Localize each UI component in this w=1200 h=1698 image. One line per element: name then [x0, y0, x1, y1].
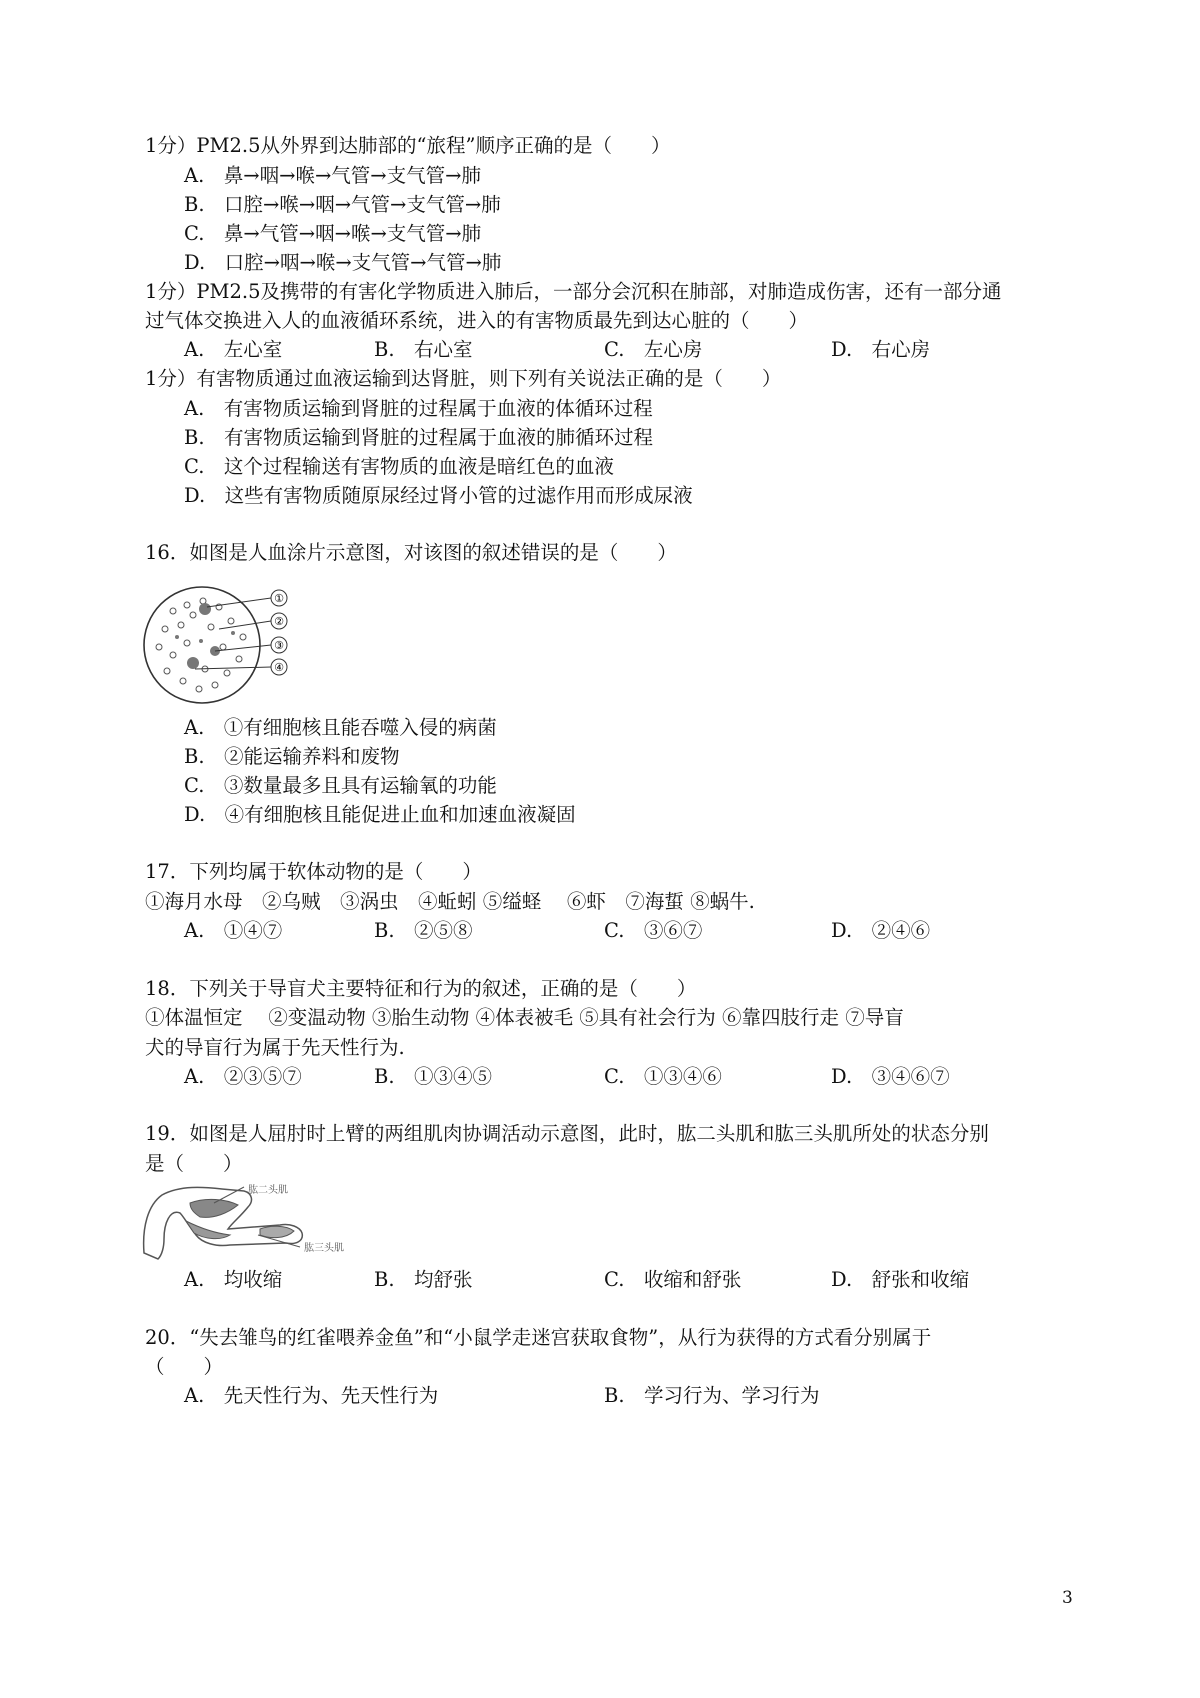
- q14-option-b: B. 右心室: [374, 338, 473, 361]
- question-17-stem: 17．下列均属于软体动物的是（ ）: [145, 860, 482, 883]
- page-number: 3: [1062, 1588, 1073, 1608]
- question-18-stem: 18．下列关于导盲犬主要特征和行为的叙述，正确的是（ ）: [145, 977, 697, 1000]
- question-14-stem-line1: 1分）PM2.5及携带的有害化学物质进入肺后，一部分会沉积在肺部，对肺造成伤害，还有一部分通: [145, 280, 1002, 303]
- arm-muscle-figure: [140, 1183, 360, 1263]
- q13-option-b: B. 口腔→喉→咽→气管→支气管→肺: [184, 193, 501, 216]
- q19-option-a: A. 均收缩: [184, 1268, 283, 1291]
- q19-option-c: C. 收缩和舒张: [604, 1268, 742, 1291]
- figure-label-1: ①: [274, 592, 284, 605]
- q15-option-b: B. 有害物质运输到肾脏的过程属于血液的肺循环过程: [184, 426, 654, 449]
- q16-option-b: B. ②能运输养料和废物: [184, 745, 400, 768]
- q15-option-a: A. 有害物质运输到肾脏的过程属于血液的体循环过程: [184, 397, 653, 420]
- q20-option-a: A. 先天性行为、先天性行为: [184, 1384, 439, 1407]
- q17-option-d: D. ②④⑥: [831, 919, 931, 942]
- q15-option-d: D. 这些有害物质随原尿经过肾小管的过滤作用而形成尿液: [184, 484, 693, 507]
- q19-option-b: B. 均舒张: [374, 1268, 473, 1291]
- q14-option-d: D. 右心房: [831, 338, 931, 361]
- figure-label-3: ③: [274, 639, 284, 652]
- q13-option-d: D. 口腔→咽→喉→支气管→气管→肺: [184, 251, 502, 274]
- question-17-items: ①海月水母 ②乌贼 ③涡虫 ④蚯蚓 ⑤缢蛏 ⑥虾 ⑦海蜇 ⑧蜗牛.: [145, 890, 755, 913]
- q19-option-d: D. 舒张和收缩: [831, 1268, 970, 1291]
- q17-option-b: B. ②⑤⑧: [374, 919, 473, 942]
- figure-label-2: ②: [274, 615, 284, 628]
- question-18-items-line1: ①体温恒定 ②变温动物 ③胎生动物 ④体表被毛 ⑤具有社会行为 ⑥靠四肢行走 ⑦导盲: [145, 1006, 904, 1029]
- q16-option-a: A. ①有细胞核且能吞噬入侵的病菌: [184, 716, 497, 739]
- question-19-stem-line2: 是（ ）: [145, 1152, 243, 1175]
- q17-option-a: A. ①④⑦: [184, 919, 283, 942]
- q14-option-a: A. 左心室: [184, 338, 283, 361]
- question-13-stem: 1分）PM2.5从外界到达肺部的“旅程”顺序正确的是（ ）: [145, 134, 671, 157]
- q13-option-c: C. 鼻→气管→咽→喉→支气管→肺: [184, 222, 482, 245]
- figure-label-biceps: 肱二头肌: [248, 1185, 288, 1196]
- q17-option-c: C. ③⑥⑦: [604, 919, 703, 942]
- q16-option-d: D. ④有细胞核且能促进止血和加速血液凝固: [184, 803, 576, 826]
- q14-option-c: C. 左心房: [604, 338, 703, 361]
- figure-label-triceps: 肱三头肌: [304, 1243, 344, 1254]
- q16-option-c: C. ③数量最多且具有运输氧的功能: [184, 774, 497, 797]
- q13-option-a: A. 鼻→咽→喉→气管→支气管→肺: [184, 164, 481, 187]
- q18-option-b: B. ①③④⑤: [374, 1065, 493, 1088]
- q18-option-a: A. ②③⑤⑦: [184, 1065, 302, 1088]
- question-18-items-line2: 犬的导盲行为属于先天性行为.: [145, 1036, 405, 1059]
- q20-option-b: B. 学习行为、学习行为: [604, 1384, 820, 1407]
- q18-option-c: C. ①③④⑥: [604, 1065, 722, 1088]
- question-14-stem-line2: 过气体交换进入人的血液循环系统，进入的有害物质最先到达心脏的（ ）: [145, 309, 809, 332]
- q18-option-d: D. ③④⑥⑦: [831, 1065, 950, 1088]
- question-20-stem-line1: 20．“失去雏鸟的红雀喂养金鱼”和“小鼠学走迷宫获取食物”，从行为获得的方式看分别属于: [145, 1326, 932, 1349]
- question-15-stem: 1分）有害物质通过血液运输到达肾脏，则下列有关说法正确的是（ ）: [145, 367, 782, 390]
- q15-option-c: C. 这个过程输送有害物质的血液是暗红色的血液: [184, 455, 614, 478]
- question-16-stem: 16．如图是人血涂片示意图，对该图的叙述错误的是（ ）: [145, 541, 677, 564]
- question-19-stem-line1: 19．如图是人屈肘时上臂的两组肌肉协调活动示意图，此时，肱二头肌和肱三头肌所处的状态分别: [145, 1122, 989, 1145]
- figure-label-4: ④: [274, 661, 284, 674]
- question-20-stem-line2: （ ）: [145, 1355, 224, 1378]
- blood-smear-figure: [143, 585, 323, 710]
